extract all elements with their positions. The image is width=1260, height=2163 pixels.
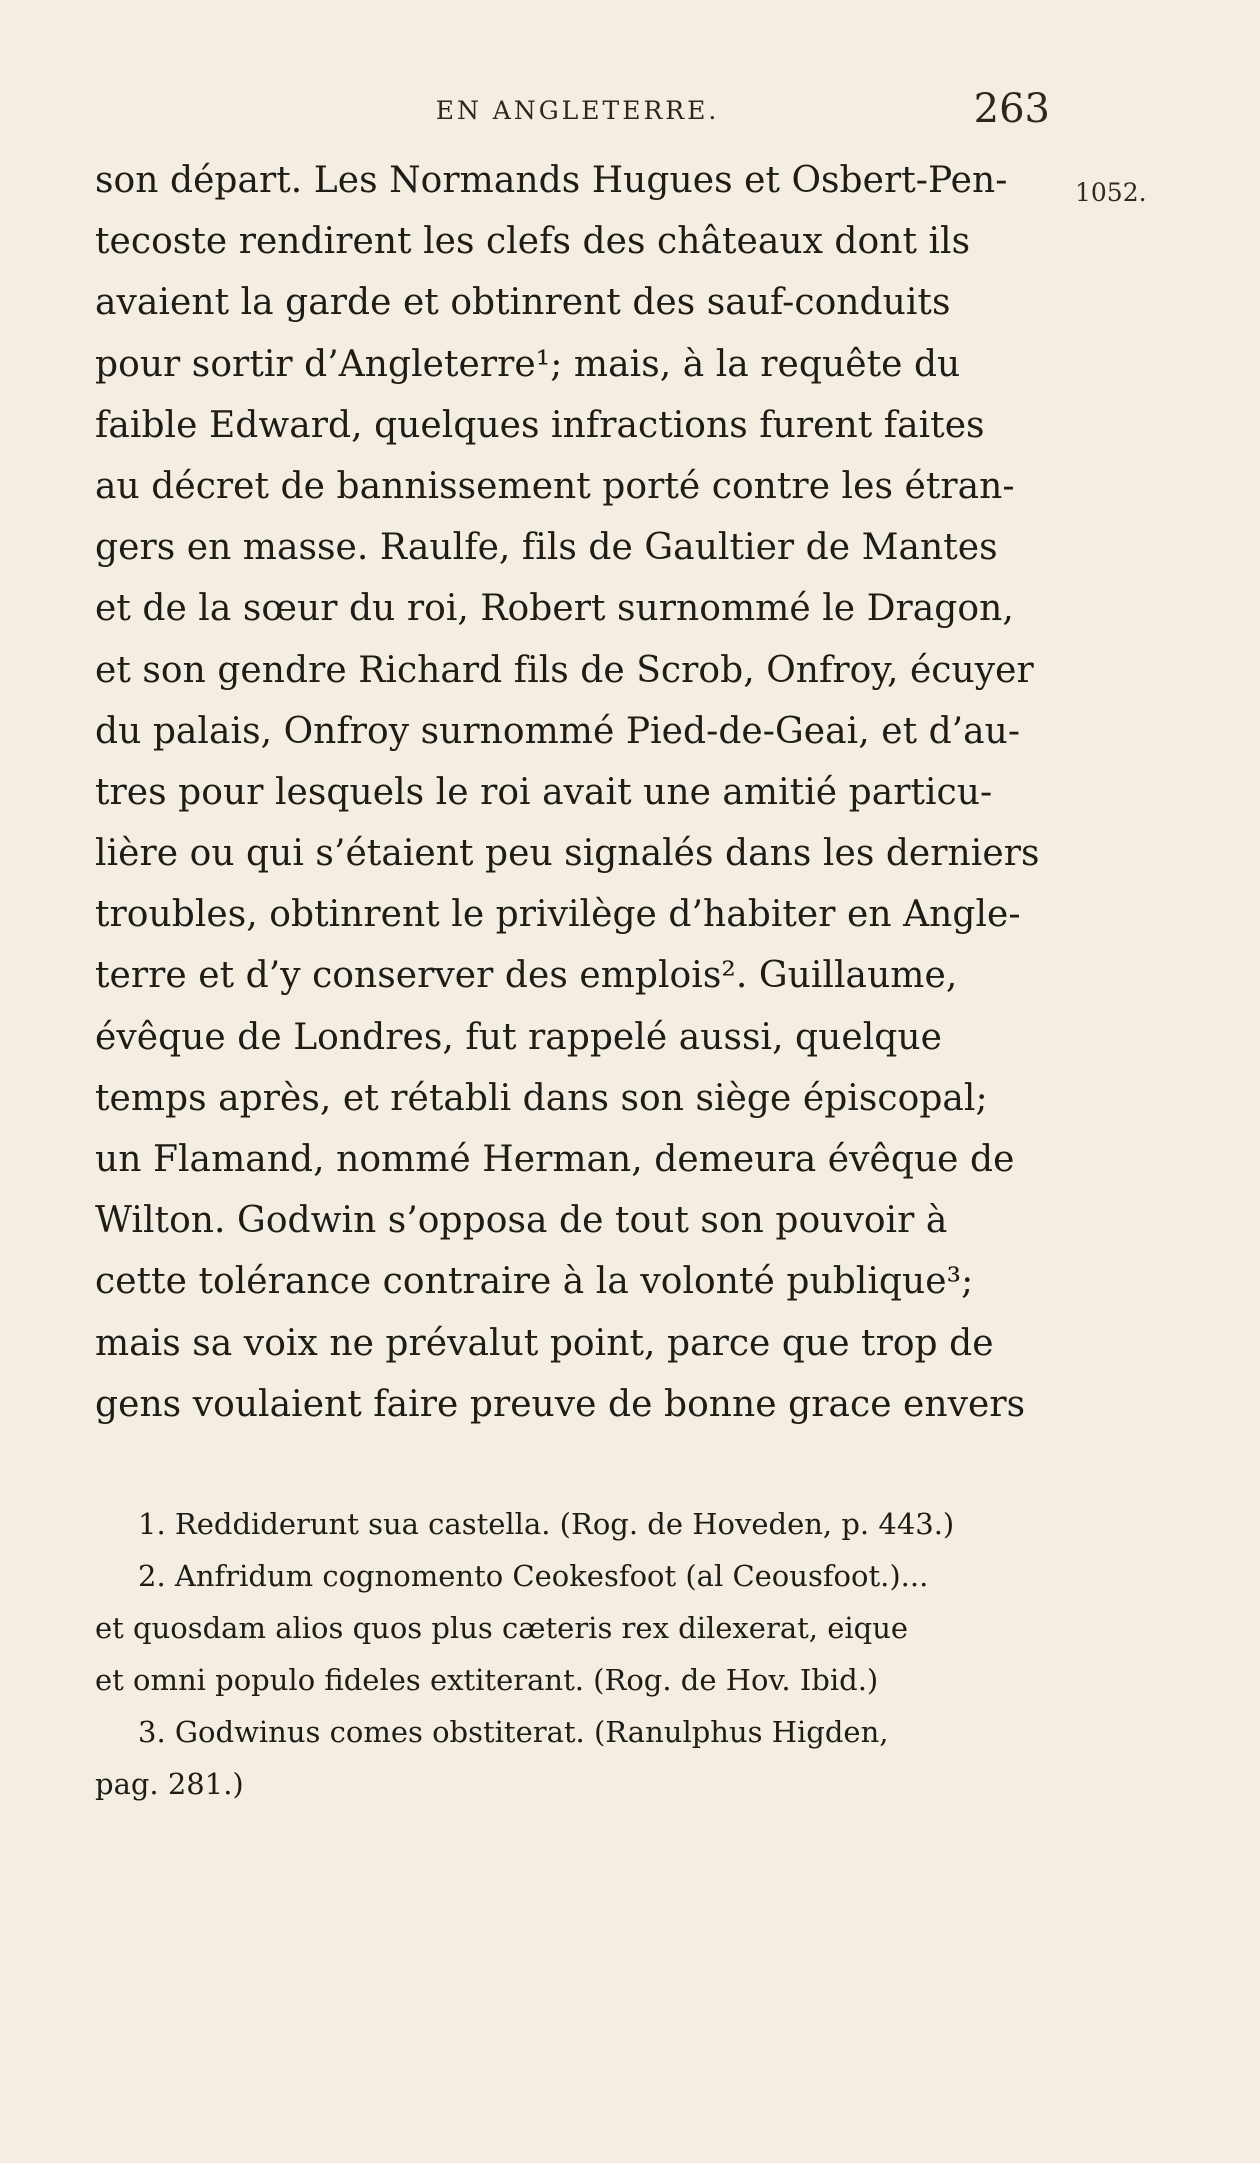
text-line: un Flamand, nommé Herman, demeura évêque de [95, 1139, 1015, 1180]
page-header [95, 88, 1060, 138]
text-line: temps après, et rétabli dans son siège épiscopal; [95, 1077, 988, 1119]
footnote-2: 2. Anfridum cognomento Ceokesfoot (al Ceousfoot.)... [138, 1559, 929, 1593]
text-line: faible Edward, quelques infractions furent faites [95, 404, 985, 446]
text-line: et de la sœur du roi, Robert surnommé le Dragon, [95, 588, 1014, 630]
text-line: troubles, obtinrent le privilège d’habiter en Angle- [95, 894, 1021, 936]
margin-year: 1052. [1075, 178, 1147, 207]
footnote-1: 1. Reddiderunt sua castella. (Rog. de Hoveden, p. 443.) [138, 1507, 955, 1541]
footnote-3-continued: pag. 281.) [95, 1767, 244, 1801]
main-text [95, 150, 1045, 1435]
text-line: lière ou qui s’étaient peu signalés dans les derniers [95, 833, 1040, 875]
text-line: tres pour lesquels le roi avait une amitié particu- [95, 771, 993, 813]
footnote-2-continued: et omni populo fideles extiterant. (Rog. de Hov. Ibid.) [95, 1663, 879, 1697]
running-head: EN ANGLETERRE. [435, 96, 720, 125]
text-line: au décret de bannissement porté contre les étran- [95, 465, 1015, 507]
text-line: Wilton. Godwin s’opposa de tout son pouvoir à [95, 1200, 948, 1242]
text-line: du palais, Onfroy surnommé Pied-de-Geai, et d’au- [95, 710, 1021, 752]
text-line: son départ. Les Normands Hugues et Osbert-Pen- [95, 160, 1008, 201]
page-number: 263 [973, 86, 1050, 132]
footnotes [95, 1498, 1060, 1810]
text-line: évêque de Londres, fut rappelé aussi, quelque [95, 1016, 942, 1058]
text-line: et son gendre Richard fils de Scrob, Onfroy, écuyer [95, 649, 1034, 691]
text-line: pour sortir d’Angleterre¹; mais, à la requête du [95, 343, 961, 385]
text-line: gers en masse. Raulfe, fils de Gaultier de Mantes [95, 527, 998, 569]
footnote-3: 3. Godwinus comes obstiterat. (Ranulphus Higden, [138, 1715, 889, 1749]
text-line: mais sa voix ne prévalut point, parce que trop de [95, 1322, 994, 1364]
text-line: avaient la garde et obtinrent des sauf-conduits [95, 282, 951, 324]
text-line: tecoste rendirent les clefs des châteaux dont ils [95, 221, 971, 263]
text-line: terre et d’y conserver des emplois². Guillaume, [95, 955, 958, 997]
footnote-2-continued: et quosdam alios quos plus cæteris rex dilexerat, eique [95, 1611, 909, 1645]
text-line: gens voulaient faire preuve de bonne grace envers [95, 1383, 1026, 1425]
text-line: cette tolérance contraire à la volonté publique³; [95, 1261, 974, 1303]
